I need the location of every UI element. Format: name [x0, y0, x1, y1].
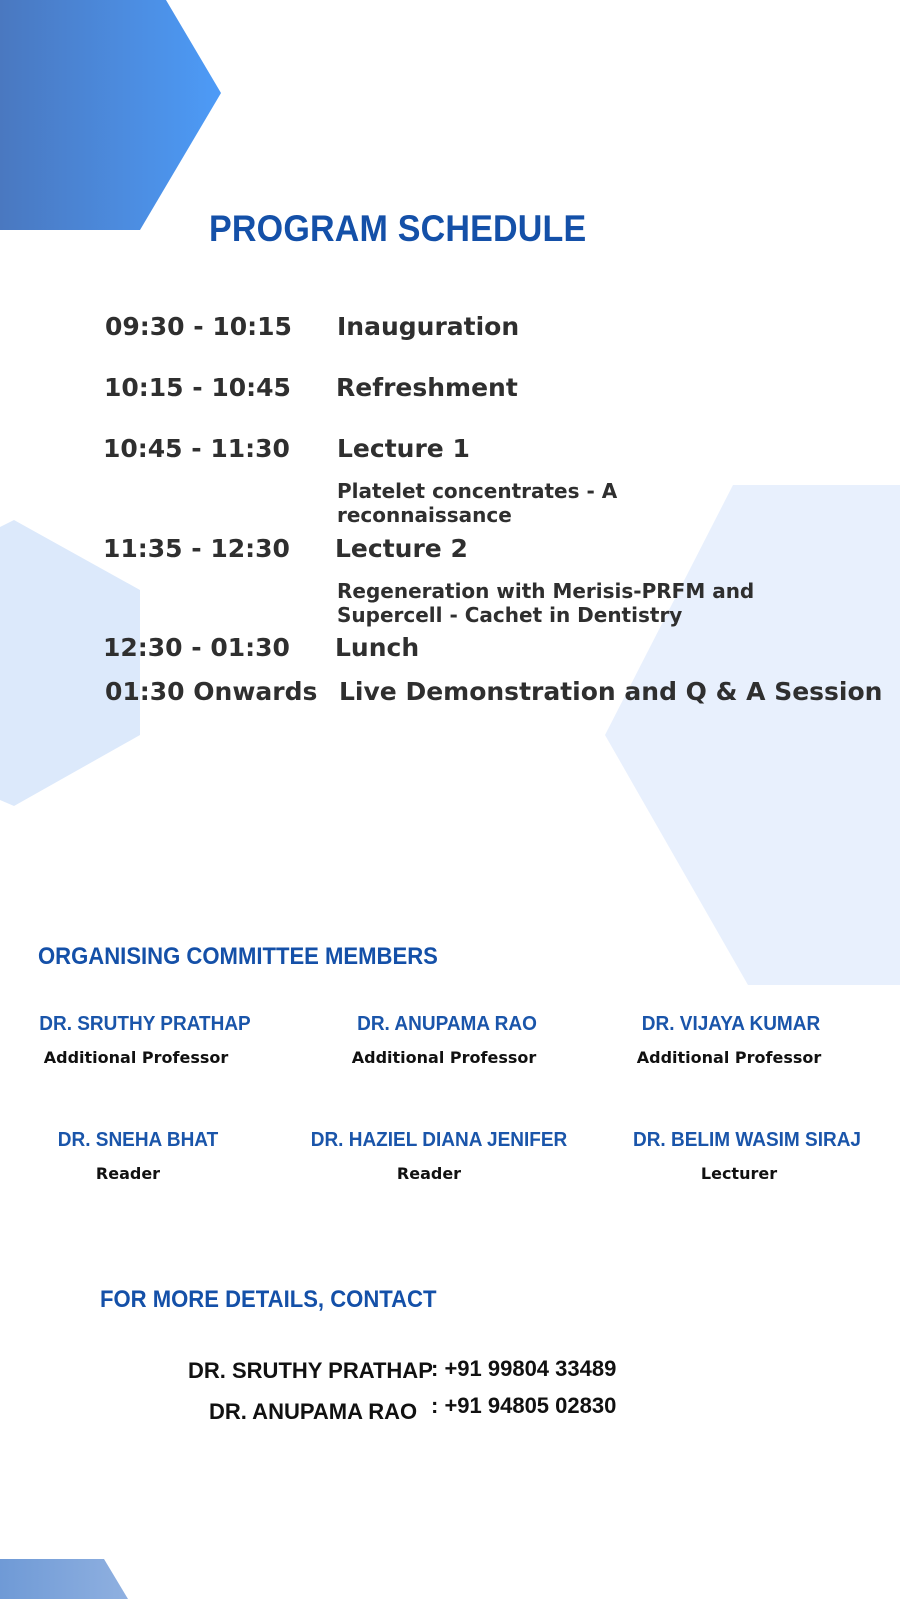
schedule-topic-4: Regeneration with Merisis-PRFM and Supercell - Cachet in Dentistry — [337, 579, 755, 627]
committee-member-name: DR. BELIM WASIM SIRAJ — [632, 1129, 861, 1151]
committee-member-role: Lecturer — [700, 1164, 778, 1183]
schedule-time-2: 10:15 - 10:45 — [104, 373, 291, 402]
right-hexagon — [605, 485, 900, 985]
contact-phone[interactable]: : +91 99804 33489 — [431, 1356, 617, 1381]
schedule-event-2: Refreshment — [336, 373, 518, 402]
committee-member-role: Reader — [396, 1164, 462, 1183]
schedule-title: PROGRAM SCHEDULE — [209, 208, 587, 249]
schedule-time-6: 01:30 Onwards — [105, 677, 318, 706]
schedule-event-3: Lecture 1 — [337, 434, 470, 463]
schedule-time-5: 12:30 - 01:30 — [103, 633, 290, 662]
committee-member-role: Additional Professor — [351, 1048, 537, 1067]
contact-name: DR. ANUPAMA RAO — [209, 1399, 418, 1424]
committee-member-name: DR. HAZIEL DIANA JENIFER — [310, 1129, 568, 1151]
bottom-left-hexagon — [0, 1559, 128, 1599]
schedule-event-4: Lecture 2 — [335, 534, 468, 563]
schedule-time-3: 10:45 - 11:30 — [103, 434, 290, 463]
committee-member-name: DR. VIJAYA KUMAR — [641, 1013, 821, 1035]
committee-member-role: Additional Professor — [636, 1048, 822, 1067]
contact-phone[interactable]: : +91 94805 02830 — [431, 1393, 617, 1418]
committee-member-role: Reader — [95, 1164, 161, 1183]
committee-title: ORGANISING COMMITTEE MEMBERS — [38, 943, 438, 970]
contact-name: DR. SRUTHY PRATHAP — [188, 1358, 433, 1383]
committee-member-name: DR. SRUTHY PRATHAP — [39, 1013, 251, 1035]
schedule-topic-3: Platelet concentrates - A reconnaissance — [337, 479, 618, 527]
schedule-time-1: 09:30 - 10:15 — [105, 312, 292, 341]
committee-member-name: DR. SNEHA BHAT — [57, 1129, 219, 1151]
committee-member-name: DR. ANUPAMA RAO — [357, 1013, 537, 1035]
schedule-event-6: Live Demonstration and Q & A Session — [339, 677, 883, 706]
top-left-hexagon — [0, 0, 221, 230]
contact-title: FOR MORE DETAILS, CONTACT — [100, 1286, 437, 1313]
committee-member-role: Additional Professor — [43, 1048, 229, 1067]
schedule-time-4: 11:35 - 12:30 — [103, 534, 290, 563]
schedule-event-5: Lunch — [335, 633, 420, 662]
schedule-event-1: Inauguration — [337, 312, 520, 341]
